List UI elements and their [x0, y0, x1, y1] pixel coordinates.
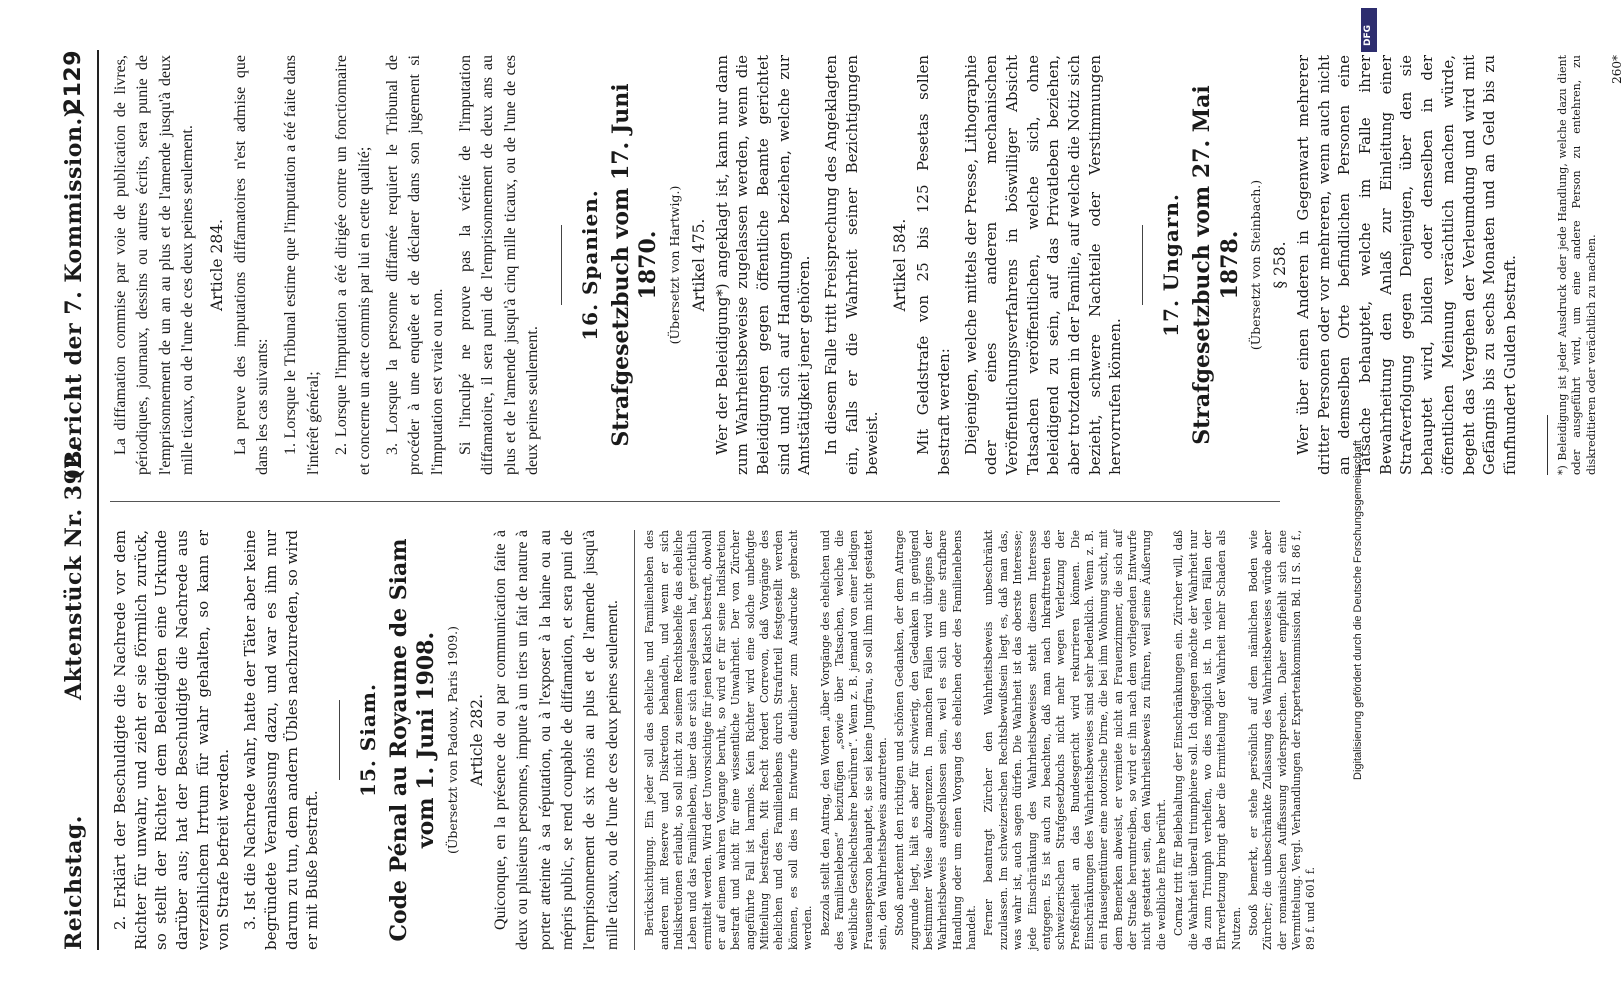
- paragraph-french: 3. Lorsque la personne diffamée requiert le Tribunal de procéder à une enquête et de déclarer dans son jugement si l'imputation est vraie ou non.: [383, 55, 446, 475]
- paragraph-french: 2. Lorsque l'imputation a été dirigée contre un fonctionnaire et concerne un acte commis par lui en cette qualité;: [333, 55, 373, 475]
- small-paragraph: Ferner beantragt Zürcher den Wahrheitsbeweis unbeschränkt zuzulassen. Im schweizerischen Rechtsbewußtsein liegt es, daß man das, was wahr ist, auch sagen dürfen. Die Wahrheit ist das oberste Interesse; jede Einschränkung des Wahrheitsbeweises steht diesem Interesse entgegen. Es ist auch zu beachten, daß man nach Inkrafttreten des schweizerischen Strafgesetzbuchs nicht mehr wegen Verletzung der Preßfreiheit an das Bundesgericht wird rekurrieren können. Die Einschränkungen des Wahrheitsbeweises sind sehr bedenklich. Wenn z. B. ein Hauseigentümer eine notorische Dirne, die bei ihm Wohnung sucht, mit dem Bemerken abweist, er vermiete nicht an Frauenzimmer, die sich auf der Straße herumtreiben, so wird er ihn nach dem vorliegenden Entwurfe nicht gestattet sein, den Wahrheitsbeweis zu führen, weil seine Äußerung die weibliche Ehre berührt.: [982, 530, 1168, 950]
- right-column: [110, 55, 1624, 475]
- small-paragraph: Stooß bemerkt, er stehe persönlich auf dem nämlichen Boden wie Zürcher; die unbeschränkte Zulassung des Wahrheitsbeweises würde aber der romanischen Auffassung widersprechen. Daher empfiehlt sich eine Vermittelung. Vergl. Verhandlungen der Expertenkommission Bd. II S. 86 f., 89 f. und 601 f.: [1246, 530, 1318, 950]
- section-separator: [561, 225, 562, 305]
- paragraph-french: Si l'inculpé ne prouve pas la vérité de l'imputation diffamatoire, il sera puni de l'emprisonnement de deux ans au plus et de l'amende jusqu'à cinq mille ticaux, ou de l'une de ces deux peines seulement.: [457, 55, 542, 475]
- small-paragraph: Stooß anerkennt den richtigen und schönen Gedanken, der dem Antrage zugrunde liegt, hält es aber für schwierig, den Gedanken in genügend bestimmter Weise abzugrenzen. In manchen Fällen wird übrigens der Wahrheitsbeweis ausgeschlossen sein, weil es sich um eine strafbare Handlung oder um einen Vorgang des ehelichen oder des Familienlebens handelt.: [893, 530, 979, 950]
- column-rule: [634, 530, 635, 950]
- article-heading: Artikel 584.: [891, 218, 910, 312]
- paragraph: Wer über einen Anderen in Gegenwart mehrerer dritter Personen oder vor mehreren, wenn auch nicht an demselben Orte befindlichen Personen eine Tatsache behauptet, welche im Falle ihrer Bewahrheitung den Anlaß zur Einleitung einer Strafverfolgung gegen Denjenigen, über den sie behauptet wird, bilden oder denselben in der öffentlichen Meinung verächtlich machen würde, begeht das Vergehen der Verleumdung und wird mit Gefängnis bis zu sechs Monaten und an Geld bis zu fünfhundert Gulden bestraft.: [1294, 55, 1519, 475]
- article-heading: Article 284.: [207, 218, 226, 312]
- section-heading-hungary: 17. Ungarn.: [1159, 193, 1184, 337]
- left-column: [110, 530, 1318, 950]
- page-number: 2129: [61, 50, 86, 114]
- section-heading-spain: 16. Spanien.: [577, 189, 602, 341]
- header-left: Reichstag.: [61, 815, 87, 950]
- paragraph: Diejenigen, welche mittels der Presse, Lithographie oder eines anderen mechanischen Veröffentlichungsverfahrens in böswilliger Absicht Tatsachen veröffentlichen, welche sich, ohne beleidigend zu sein, auf das Privatleben beziehen, aber trotzdem in der Familie, auf welche die Notiz sich bezieht, schwere Nachteile oder Verstimmungen hervorrufen können.: [961, 55, 1125, 475]
- paragraph: 3. Ist die Nachrede wahr, hatte der Täter aber keine begründete Veranlassung dazu, und war es ihm nur darum zu tun, dem andern Übles nachzureden, so wird er mit Buße bestraft.: [241, 530, 322, 950]
- law-title-siam: Code Pénal au Royaume de Siam vom 1. Juni 1908.: [385, 538, 440, 942]
- header-document-number: Aktenstück Nr. 392.: [61, 444, 87, 700]
- translator-note: (Übersetzt von Steinbach.): [1248, 179, 1264, 351]
- section-separator: [1142, 225, 1143, 305]
- paragraph: Wer der Beleidigung*) angeklagt ist, kann nur dann zum Wahrheitsbeweise zugelassen werden, wenn die Beleidigungen gegen öffentliche Beamte gerichtet sind und sich auf Handlungen beziehen, welche zur Amtstätigkeit jener gehören.: [712, 55, 814, 475]
- dfg-logo-text: DFG: [1363, 24, 1373, 46]
- column-divider: [110, 501, 1280, 502]
- translator-note: (Übersetzt von Padoux, Paris 1909.): [444, 626, 460, 855]
- header-commission: (Bericht der 7. Kommission.): [61, 106, 87, 480]
- paragraph-french: La preuve des imputations diffamatoires n'est admise que dans les cas suivants:: [231, 55, 271, 475]
- paragraph: Mit Geldstrafe von 25 bis 125 Pesetas sollen bestraft werden:: [914, 55, 953, 475]
- law-title-hungary: Strafgesetzbuch vom 27. Mai 1878.: [1189, 85, 1243, 445]
- law-title-spain: Strafgesetzbuch vom 17. Juni 1870.: [607, 83, 662, 447]
- paragraph-french: 1. Lorsque le Tribunal estime que l'imputation a été faite dans l'intérêt général;: [282, 55, 322, 475]
- section-separator: [339, 700, 340, 780]
- footnote-rule: [1547, 415, 1548, 475]
- paragraph: 2. Erklärt der Beschuldigte die Nachrede vor dem Richter für unwahr, und zieht er sie förmlich zurück, so stellt der Richter dem Beleidigten eine Urkunde darüber aus; hat der Beschuldigte die Nachrede aus verzeihlichem Irrtum für wahr gehalten, so kann er von Strafe befreit werden.: [111, 530, 233, 950]
- translator-note: (Übersetzt von Hartwig.): [666, 185, 682, 345]
- section-heading-siam: 15. Siam.: [355, 683, 380, 797]
- footnote: *) Beleidigung ist jeder Ausdruck oder jede Handlung, welche dazu dient oder ausgeführt wird, um eine andere Person zu entehren, zu diskreditieren oder verächtlich zu machen.: [1555, 55, 1599, 475]
- paragraph-heading: § 258.: [1271, 241, 1290, 289]
- paragraph-french: Quiconque, en la présence de ou par communication faite à deux ou plusieurs personnes, impute à un tiers un fait de nature à porter atteinte à sa réputation, ou à l'exposer à la haine ou au mépris public, se rend coupable de diffamation, et sera puni de l'emprisonnement de six mois au plus et de l'amende jusqu'à mille ticaux, ou de l'une de ces deux peines seulement.: [491, 530, 621, 950]
- digitization-stamp: [1338, 0, 1383, 1000]
- dfg-logo: [1361, 8, 1377, 52]
- paragraph: In diesem Falle tritt Freisprechung des Angeklagten ein, falls er die Wahrheit seiner Bezichtigungen beweist.: [822, 55, 882, 475]
- small-paragraph: Berücksichtigung. Ein jeder soll das eheliche und Familienleben des anderen mit Reserve und Diskretion behandeln, und wenn er sich Indiskretionen erlaubt, so soll nicht zu seinem Rechtsbehelfe das eheliche Leben und das Familienleben, über das er sich ausgelassen hat, gerichtlich ermittelt werden. Wird der Unvorsichtige für jenen Klatsch bestraft, obwohl er auf einem wahren Vorgange beruht, so wird er für seine Indiskretion bestraft und nicht für eine wissentliche Unwahrheit. Der von Zürcher angeführte Fall ist harmlos. Kein Richter wird eine solche unbefugte Mitteilung bestrafen. Mit Recht fordert Correvon, daß Vorgänge des ehelichen und des Familienlebens durch Strafurteil festgestellt werden können, es soll dies im Entwurfe deutlicher zum Ausdrucke gebracht werden.: [643, 530, 815, 950]
- article-heading: Artikel 475.: [689, 218, 708, 312]
- funding-notice: Digitalisierung gefördert durch die Deutsche Forschungsgemeinschaft: [1352, 440, 1364, 780]
- small-paragraph: Cornaz tritt für Beibehaltung der Einschränkungen ein. Zürcher will, daß die Wahrheit überall triumphiere soll. Ich dagegen möchte der Wahrheit nur da zum Triumph verhelfen, wo dies möglich ist. In vielen Fällen der Ehrverletzung bringt aber die Ermittelung der Wahrheit mehr Schaden als Nutzen.: [1172, 530, 1243, 950]
- running-header: [55, 50, 99, 950]
- paragraph-french: La diffamation commise par voie de publication de livres, périodiques, journaux, dessins ou autres écrits, sera punie de l'emprisonnement de un an au plus et de l'amende jusqu'à deux mille ticaux, ou de l'une de ces deux peines seulement.: [112, 55, 197, 475]
- article-heading: Article 282.: [467, 693, 486, 787]
- signature-mark: 260*: [1610, 55, 1624, 84]
- small-paragraph: Bezzola stellt den Antrag, den Worten „über Vorgänge des ehelichen und des Familienlebens“ beizufügen „sowie über Tatsachen, welche die weibliche Geschlechtsehre berühren“. Wenn z. B. jemand von einer ledigen Frauensperson behauptet, sie sei keine Jungfrau, so soll ihm nicht gestattet sein, den Wahrheitsbeweis anzutreten.: [818, 530, 889, 950]
